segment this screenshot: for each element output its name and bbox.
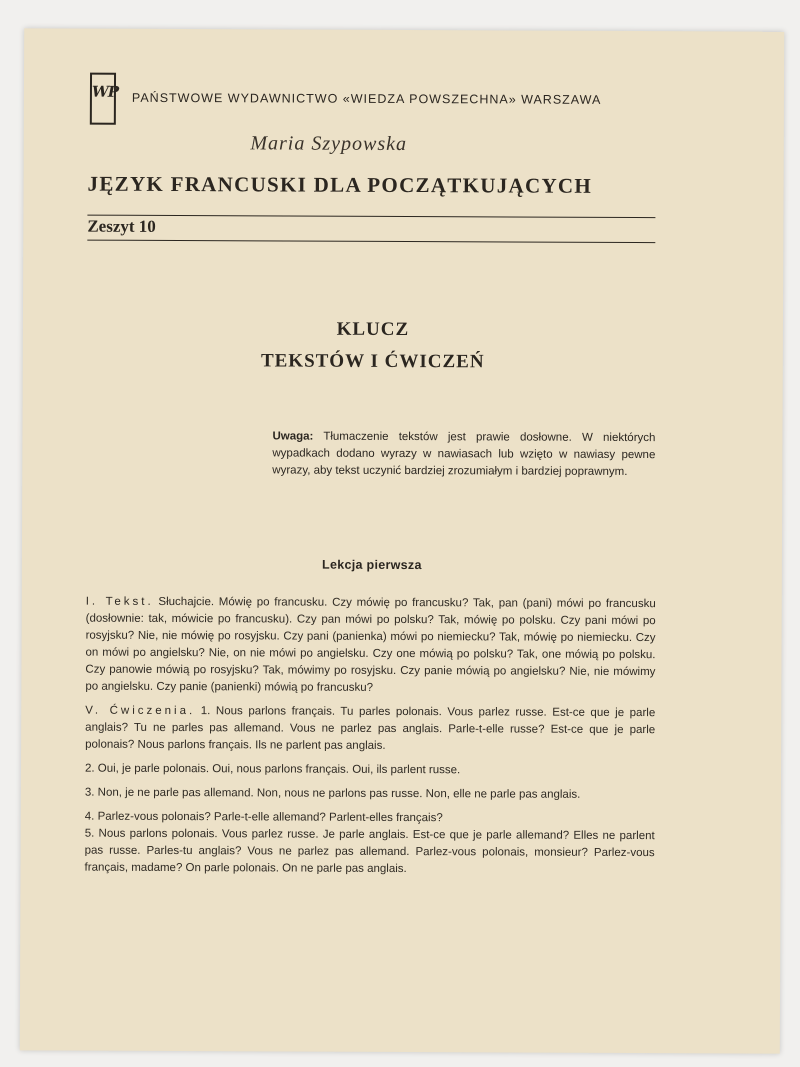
title-rule-bottom — [87, 240, 655, 243]
title-rule-top — [87, 215, 655, 218]
key-heading-line2: TEKSTÓW I ĆWICZEŃ — [260, 350, 485, 373]
exercises-label: V. Ćwiczenia. — [85, 704, 196, 718]
note-text: Tłumaczenie tekstów jest prawie dosłowne. W niektórych wypadkach dodano wyrazy w nawiasach lub wzięto w nawiasy pewne wyrazy, aby tekst uczynić bardziej zrozumiałym i bardziej poprawnym. — [272, 430, 656, 478]
key-heading-line1: KLUCZ — [336, 318, 410, 341]
booklet-page — [20, 28, 784, 1053]
publisher-line: PAŃSTWOWE WYDAWNICTWO «WIEDZA POWSZECHNA» WARSZAWA — [131, 90, 602, 107]
exercise-5: 5. Nous parlons polonais. Vous parlez russe. Je parle anglais. Est-ce que je parle allemand? Elles ne parlent pas russe. Parles-tu anglais? Vous ne parlez pas allemand. Parlez-vous polonais, monsieur? Parlez-vous français, madame? On parle polonais. On ne parle pas anglais. — [84, 827, 655, 876]
text-section-label: I. Tekst. — [85, 595, 154, 608]
publisher-logo — [90, 73, 119, 125]
issue-number: Zeszyt 10 — [87, 216, 156, 236]
exercise-4: 4. Parlez-vous polonais? Parle-t-elle allemand? Parlent-elles français? — [84, 810, 443, 825]
lesson-body — [85, 594, 656, 886]
exercise-2: 2. Oui, je parle polonais. Oui, nous parlons français. Oui, ils parlent russe. — [84, 762, 461, 777]
exercise-1 — [85, 703, 655, 756]
book-title: JĘZYK FRANCUSKI DLA POCZĄTKUJĄCYCH — [87, 171, 593, 198]
author-name: Maria Szypowska — [250, 132, 408, 156]
exercise-3: 3. Non, je ne parle pas allemand. Non, nous ne parlons pas russe. Non, elle ne parle pas anglais. — [84, 786, 581, 801]
logo-monogram: WP — [91, 82, 119, 101]
note-label: Uwaga: — [272, 430, 314, 443]
exercise-1-text: 1. Nous parlons français. Tu parles polonais. Vous parlez russe. Est-ce que je parle anglais? Tu ne parles pas allemand. Vous ne parlez pas anglais. Parle-t-elle russe? Est-ce que je parle polonais? Nous parlons français. Ils ne parlent pas anglais. — [85, 705, 656, 752]
key-heading — [23, 312, 723, 379]
text-section — [85, 594, 655, 698]
translation-note — [272, 428, 655, 481]
text-section-body: Słuchajcie. Mówię po francusku. Czy mówię po francusku? Tak, pan (pani) mówi po francusku (dosłownie: tak, mówicie po francusku). Czy pan mówi po polsku? Tak, mówię po polsku. Czy pani mówi po rosyjsku? Nie, nie mówię po rosyjsku. Czy pani (panienka) mówi po niemiecku? Tak, mówię po niemiecku. Czy on mówi po angielsku? Nie, on nie mówi po angielsku. Czy one mówią po polsku? Tak, one mówią po polsku. Czy panowie mówią po rosyjsku? Tak, mówimy po rosyjsku. Czy panie mówią po angielsku? Nie, nie mówimy po angielsku. Czy panie (panienki) mówią po francusku? — [85, 595, 656, 694]
lesson-title: Lekcja pierwsza — [322, 557, 422, 573]
